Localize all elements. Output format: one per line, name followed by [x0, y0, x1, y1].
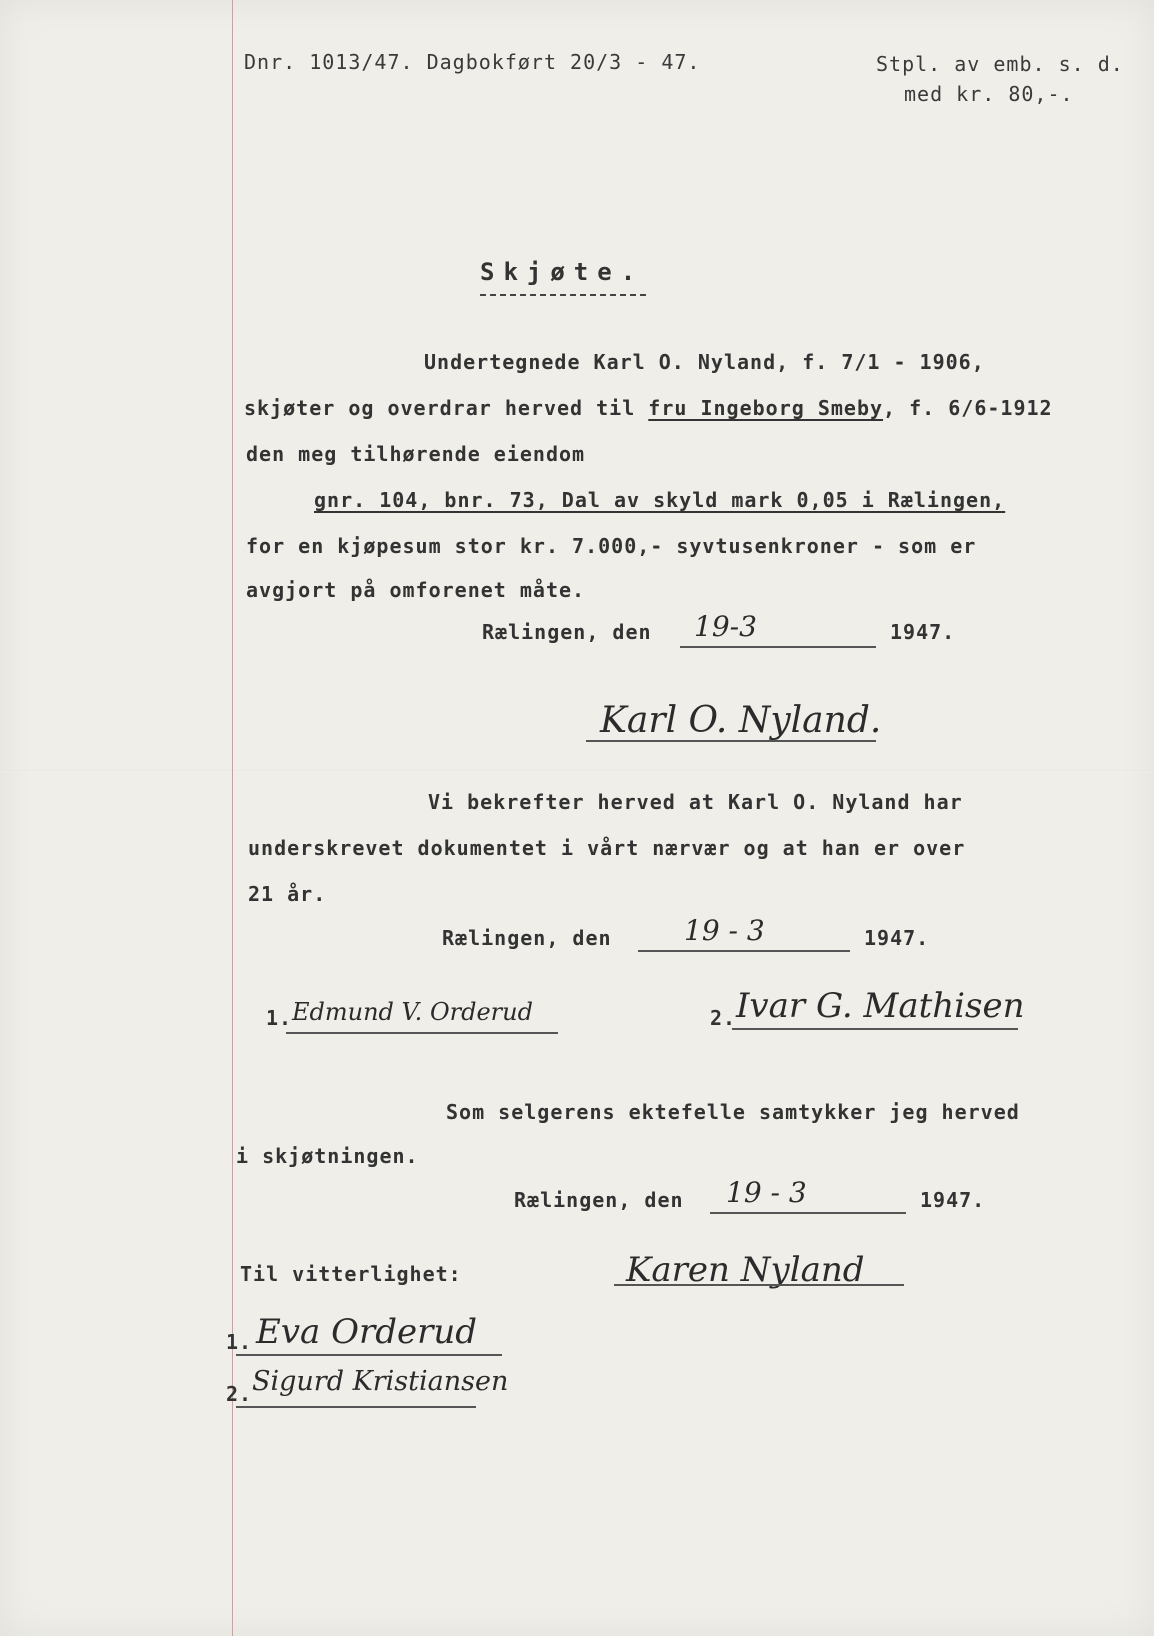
body-line-2-a: skjøter og overdrar herved til [244, 396, 649, 420]
witness-line-2: underskrevet dokumentet i vårt nærvær og at han er over [248, 836, 966, 860]
spouse-signature: Karen Nyland [626, 1250, 865, 1290]
attest-1-line [236, 1354, 502, 1356]
document-title: Skjøte. [480, 258, 645, 286]
place-date-2-prefix: Rælingen, den [442, 926, 612, 950]
attest-1-number: 1. [226, 1330, 253, 1354]
header-stamp-line1: Stpl. av emb. s. d. [876, 52, 1124, 76]
property-description: gnr. 104, bnr. 73, Dal av skyld mark 0,05 i Rælingen, [314, 488, 1006, 512]
place-date-2-year: 1947. [864, 926, 930, 950]
witness-line-1: Vi bekrefter herved at Karl O. Nyland har [428, 790, 963, 814]
place-date-3-date: 19 - 3 [726, 1176, 807, 1209]
place-date-3-blank [710, 1212, 906, 1214]
place-date-2-blank [638, 950, 850, 952]
witness-1-signature: Edmund V. Orderud [292, 998, 533, 1026]
body-line-3: den meg tilhørende eiendom [246, 442, 586, 466]
place-date-1-date: 19-3 [694, 610, 757, 643]
header-reference: Dnr. 1013/47. Dagbokført 20/3 - 47. [244, 50, 701, 74]
consent-line-1: Som selgerens ektefelle samtykker jeg herved [446, 1100, 1020, 1124]
witness-2-number: 2. [710, 1006, 737, 1030]
spouse-signature-line [614, 1284, 904, 1286]
attest-2-line [236, 1406, 476, 1408]
body-line-6: avgjort på omforenet måte. [246, 578, 586, 602]
attest-1-signature: Eva Orderud [256, 1312, 478, 1352]
witness-2-signature: Ivar G. Mathisen [736, 986, 1025, 1026]
body-line-2-c: , f. 6/6-1912 [883, 396, 1053, 420]
attest-label: Til vitterlighet: [240, 1262, 462, 1286]
witness-line-3: 21 år. [248, 882, 327, 906]
place-date-3-year: 1947. [920, 1188, 986, 1212]
body-line-2 [244, 396, 1053, 420]
place-date-1-prefix: Rælingen, den [482, 620, 652, 644]
title-underline [480, 294, 646, 296]
body-line-1: Undertegnede Karl O. Nyland, f. 7/1 - 1906, [424, 350, 985, 374]
buyer-name: fru Ingeborg Smeby [648, 396, 884, 420]
place-date-3-prefix: Rælingen, den [514, 1188, 684, 1212]
place-date-2-date: 19 - 3 [684, 914, 765, 947]
header-stamp-line2: med kr. 80,-. [904, 82, 1074, 106]
seller-signature: Karl O. Nyland. [600, 700, 882, 741]
witness-1-number: 1. [266, 1006, 293, 1030]
attest-2-number: 2. [226, 1382, 253, 1406]
consent-line-2: i skjøtningen. [236, 1144, 419, 1168]
paper-fold [0, 770, 1154, 772]
seller-signature-line [586, 740, 876, 742]
witness-1-line [286, 1032, 558, 1034]
place-date-1-blank [680, 646, 876, 648]
place-date-1-year: 1947. [890, 620, 956, 644]
body-line-5: for en kjøpesum stor kr. 7.000,- syvtusenkroner - som er [246, 534, 977, 558]
attest-2-signature: Sigurd Kristiansen [252, 1366, 509, 1397]
witness-2-line [732, 1028, 1018, 1030]
